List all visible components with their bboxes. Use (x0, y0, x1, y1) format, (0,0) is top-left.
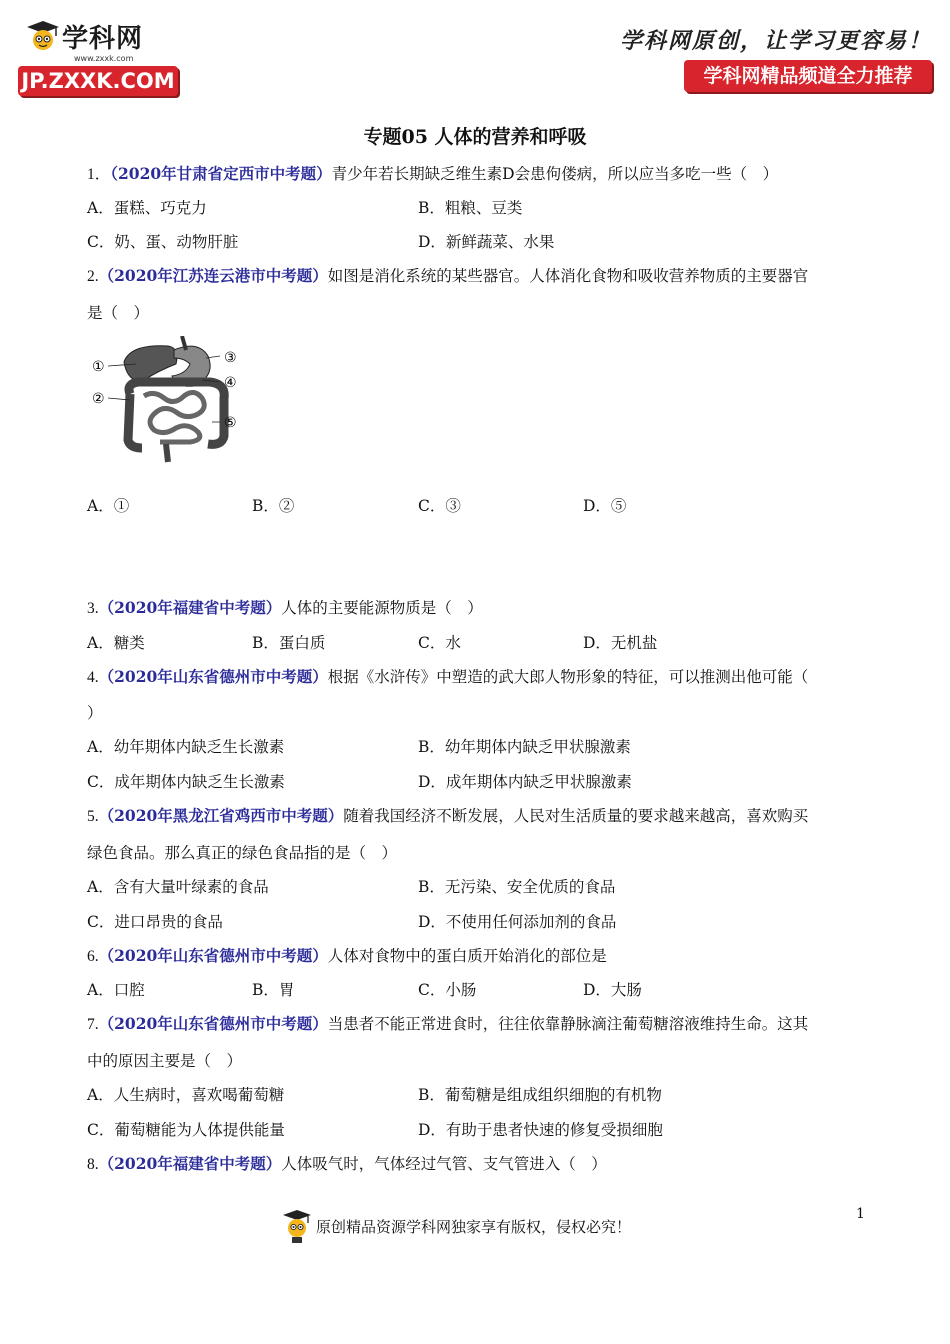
option: C．进口昂贵的食品 (87, 913, 223, 931)
option: C．③ (418, 497, 461, 515)
option: D．大肠 (583, 981, 642, 999)
copyright-text: 原创精品资源学科网独家享有版权，侵权必究！ (316, 1217, 632, 1236)
question-text: 根据《水浒传》中塑造的武大郎人物形象的特征，可以推测出他可能（ (327, 668, 809, 686)
zxxk-logo[interactable] (18, 14, 180, 98)
option: D．不使用任何添加剂的食品 (418, 913, 617, 931)
question-text: 青少年若长期缺乏维生素D会患佝偻病，所以应当多吃一些（ ） (331, 165, 779, 183)
option: D．有助于患者快速的修复受损细胞 (418, 1121, 663, 1139)
question-8-stem (87, 1154, 607, 1175)
option: A．含有大量叶绿素的食品 (87, 878, 269, 896)
question-number: 7. (87, 1016, 99, 1033)
mascot-icon (282, 1208, 312, 1244)
question-text: 当患者不能正常进食时，往往依靠静脉滴注葡萄糖溶液维持生命。这其 (327, 1015, 809, 1033)
question-3-stem (87, 598, 483, 619)
question-4-stem-cont: ） (87, 704, 103, 722)
option: A．① (87, 497, 130, 515)
question-1-stem (87, 164, 778, 185)
page-number: 1 (856, 1206, 865, 1222)
question-7-stem (87, 1014, 808, 1035)
question-5-stem (87, 806, 808, 827)
option: B．无污染、安全优质的食品 (418, 878, 616, 896)
option: A．糖类 (87, 634, 145, 652)
question-text: 随着我国经济不断发展，人民对生活质量的要求越来越高，喜欢购买 (343, 807, 809, 825)
option: B．胃 (252, 981, 295, 999)
question-source: （2020年黑龙江省鸡西市中考题） (98, 806, 344, 825)
option: A．人生病时，喜欢喝葡萄糖 (87, 1086, 285, 1104)
option: C．奶、蛋、动物肝脏 (87, 233, 239, 251)
mascot-icon (26, 19, 60, 53)
option: B．蛋白质 (252, 634, 326, 652)
question-text: 人体对食物中的蛋白质开始消化的部位是 (327, 947, 607, 965)
option: B．② (252, 497, 295, 515)
option: A．幼年期体内缺乏生长激素 (87, 738, 285, 756)
figure-label-5: ⑤ (224, 415, 237, 431)
option: B．幼年期体内缺乏甲状腺激素 (418, 738, 631, 756)
figure-label-3: ③ (224, 350, 237, 366)
option: D．新鲜蔬菜、水果 (418, 233, 555, 251)
page-footer (282, 1208, 631, 1244)
question-2-stem (87, 266, 808, 287)
question-number: 5. (87, 808, 99, 825)
logo-top (26, 14, 143, 58)
question-number: 8. (87, 1156, 99, 1173)
option: C．小肠 (418, 981, 477, 999)
question-source: （2020年山东省德州市中考题） (98, 1014, 328, 1033)
question-source: （2020年甘肃省定西市中考题） (110, 164, 332, 183)
question-number: 1． (87, 166, 111, 183)
question-4-stem (87, 667, 808, 688)
question-text: 人体的主要能源物质是（ ） (281, 599, 483, 617)
option: D．⑤ (583, 497, 627, 515)
question-7-stem-cont: 中的原因主要是（ ） (87, 1052, 243, 1070)
question-source: （2020年山东省德州市中考题） (98, 946, 328, 965)
option: D．成年期体内缺乏甲状腺激素 (418, 773, 632, 791)
question-source: （2020年山东省德州市中考题） (98, 667, 328, 686)
figure-label-2: ② (92, 391, 105, 407)
logo-name: 学科网 (62, 23, 144, 54)
option: B．葡萄糖是组成组织细胞的有机物 (418, 1086, 662, 1104)
question-number: 6. (87, 948, 99, 965)
option: C．葡萄糖能为人体提供能量 (87, 1121, 285, 1139)
option: C．水 (418, 634, 461, 652)
option: C．成年期体内缺乏生长激素 (87, 773, 285, 791)
question-text: 人体吸气时，气体经过气管、支气管进入（ ） (281, 1155, 607, 1173)
option: B．粗粮、豆类 (418, 199, 523, 217)
question-5-stem-cont: 绿色食品。那么真正的绿色食品指的是（ ） (87, 844, 398, 862)
option: A．蛋糕、巧克力 (87, 199, 207, 217)
question-source: （2020年福建省中考题） (98, 1154, 282, 1173)
question-source: （2020年江苏连云港市中考题） (98, 266, 328, 285)
digestive-system-figure (90, 336, 250, 464)
recommend-banner[interactable]: 学科网精品频道全力推荐 (684, 60, 932, 92)
logo-url[interactable]: JP.ZXXK.COM (18, 66, 178, 96)
question-6-stem (87, 946, 607, 967)
question-source: （2020年福建省中考题） (98, 598, 282, 617)
page-header (0, 0, 950, 110)
page-title: 专题05 人体的营养和呼吸 (363, 126, 587, 148)
question-2-stem-cont: 是（ ） (87, 304, 150, 322)
question-number: 4. (87, 669, 99, 686)
logo-sub: www.zxxk.com (74, 54, 134, 63)
question-number: 3. (87, 600, 99, 617)
question-text: 如图是消化系统的某些器官。人体消化食物和吸收营养物质的主要器官 (327, 267, 809, 285)
slogan: 学科网原创，让学习更容易！ (619, 28, 932, 54)
figure-label-1: ① (92, 359, 105, 375)
option: A．口腔 (87, 981, 145, 999)
question-number: 2. (87, 268, 99, 285)
option: D．无机盐 (583, 634, 658, 652)
figure-label-4: ④ (224, 375, 237, 391)
